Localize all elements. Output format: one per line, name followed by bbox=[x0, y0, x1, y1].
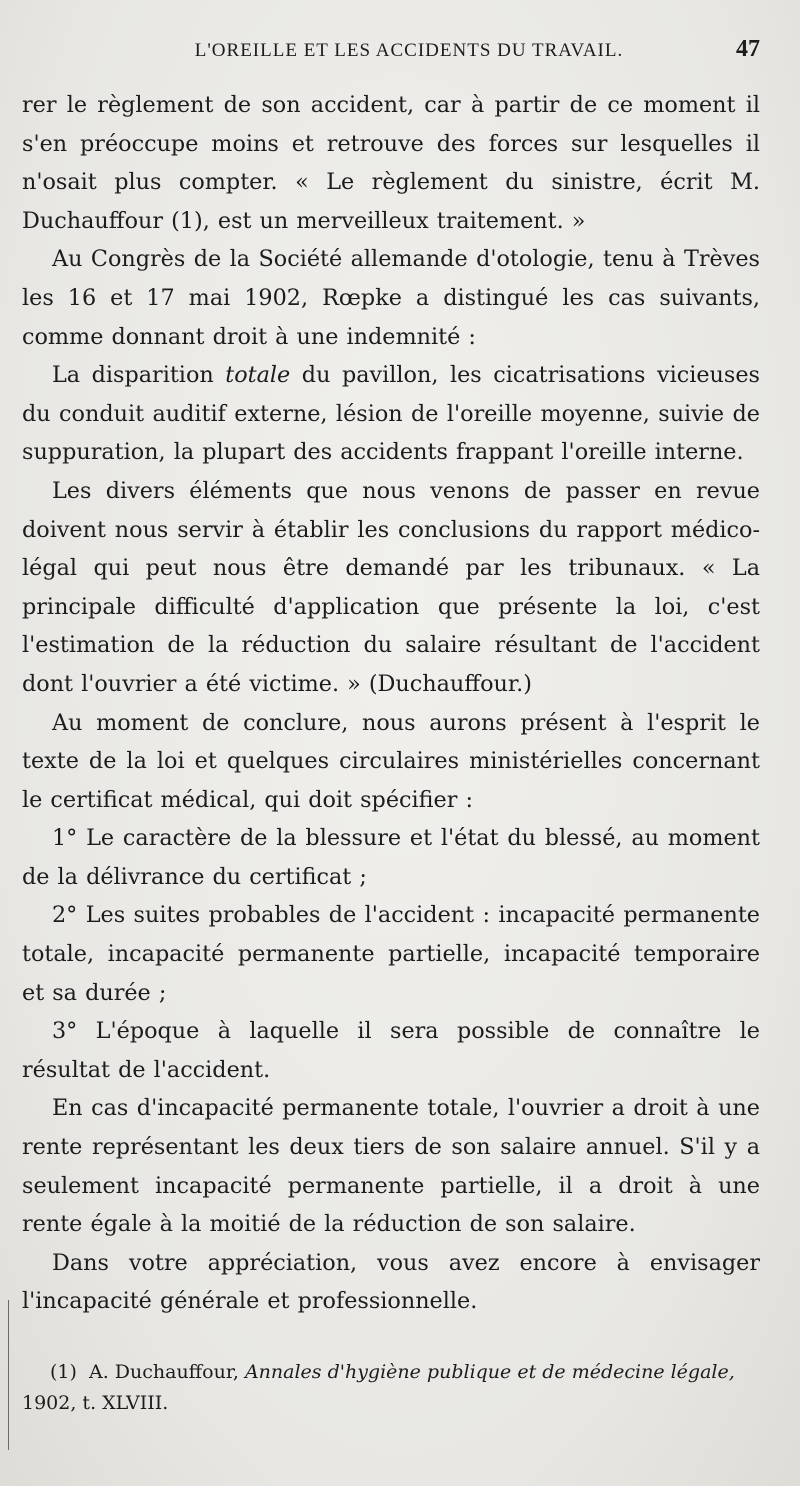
paragraph-rente: En cas d'incapacité permanente totale, l'ouvrier a droit à une rente représentant les deux tiers de son salaire annuel. S'il y a seulement incapacité permanente partielle, il a droit à une rente égale à la moitié de la réduction de son salaire. bbox=[22, 1095, 760, 1238]
list-item-3: 3° L'époque à laquelle il sera possible de connaître le résultat de l'accident. bbox=[22, 1018, 760, 1083]
list-item-2: 2° Les suites probables de l'accident : incapacité permanente totale, incapacité permanente partielle, incapacité temporaire et sa durée ; bbox=[22, 902, 760, 1006]
cases-text-before: La disparition bbox=[52, 362, 226, 389]
paragraph-certificate: Au moment de conclure, nous aurons présent à l'esprit le texte de la loi et quelques circulaires ministérielles concernant le certificat médical, qui doit spécifier : bbox=[22, 709, 760, 813]
cases-text-after: du pavillon, les cicatrisations vicieuses du conduit auditif externe, lésion de l'oreille moyenne, suivie de suppuration, la plupart des accidents frappant l'oreille interne. bbox=[22, 362, 761, 466]
footnote-marker: (1) bbox=[50, 1361, 77, 1383]
paragraph-conclusions: Les divers éléments que nous venons de passer en revue doivent nous servir à établir les conclusions du rapport médico-légal qui peut nous être demandé par les tribunaux. « La principale difficulté d'application que présente la loi, c'est l'estimation de la réduction du salaire résultant de l'accident dont l'ouvrier a été victime. » (Duchauffour.) bbox=[22, 477, 760, 697]
paragraph-appreciation: Dans votre appréciation, vous avez encore à envisager l'incapacité générale et professionnelle. bbox=[22, 1249, 760, 1315]
list-item-1: 1° Le caractère de la blessure et l'état du blessé, au moment de la délivrance du certificat ; bbox=[22, 825, 760, 890]
page-header bbox=[22, 36, 760, 86]
paragraph-continuation: rer le règlement de son accident, car à partir de ce moment il s'en préoccupe moins et retrouve des forces sur lesquelles il n'osait plus compter. « Le règlement du sinistre, écrit M. Duchauffour (1), est un merveilleux traitement. » bbox=[22, 92, 760, 234]
paragraph-cases bbox=[22, 356, 760, 472]
paragraph-congress: Au Congrès de la Société allemande d'otologie, tenu à Trèves les 16 et 17 mai 1902, Rœpke a distingué les cas suivants, comme donnant droit à une indemnité : bbox=[22, 246, 760, 350]
running-head: L'OREILLE ET LES ACCIDENTS DU TRAVAIL. bbox=[194, 40, 624, 61]
footnote bbox=[22, 1357, 760, 1419]
body-text bbox=[22, 86, 760, 1321]
page-number: 47 bbox=[736, 36, 760, 62]
footnote-journal: Annales d'hygiène publique et de médecine légale, bbox=[244, 1361, 735, 1383]
footnote-reference: 1902, t. XLVIII. bbox=[22, 1392, 169, 1414]
cases-italic-word: totale bbox=[225, 362, 291, 389]
footnote-author: A. Duchauffour, bbox=[88, 1361, 239, 1383]
margin-rule bbox=[8, 1300, 9, 1450]
